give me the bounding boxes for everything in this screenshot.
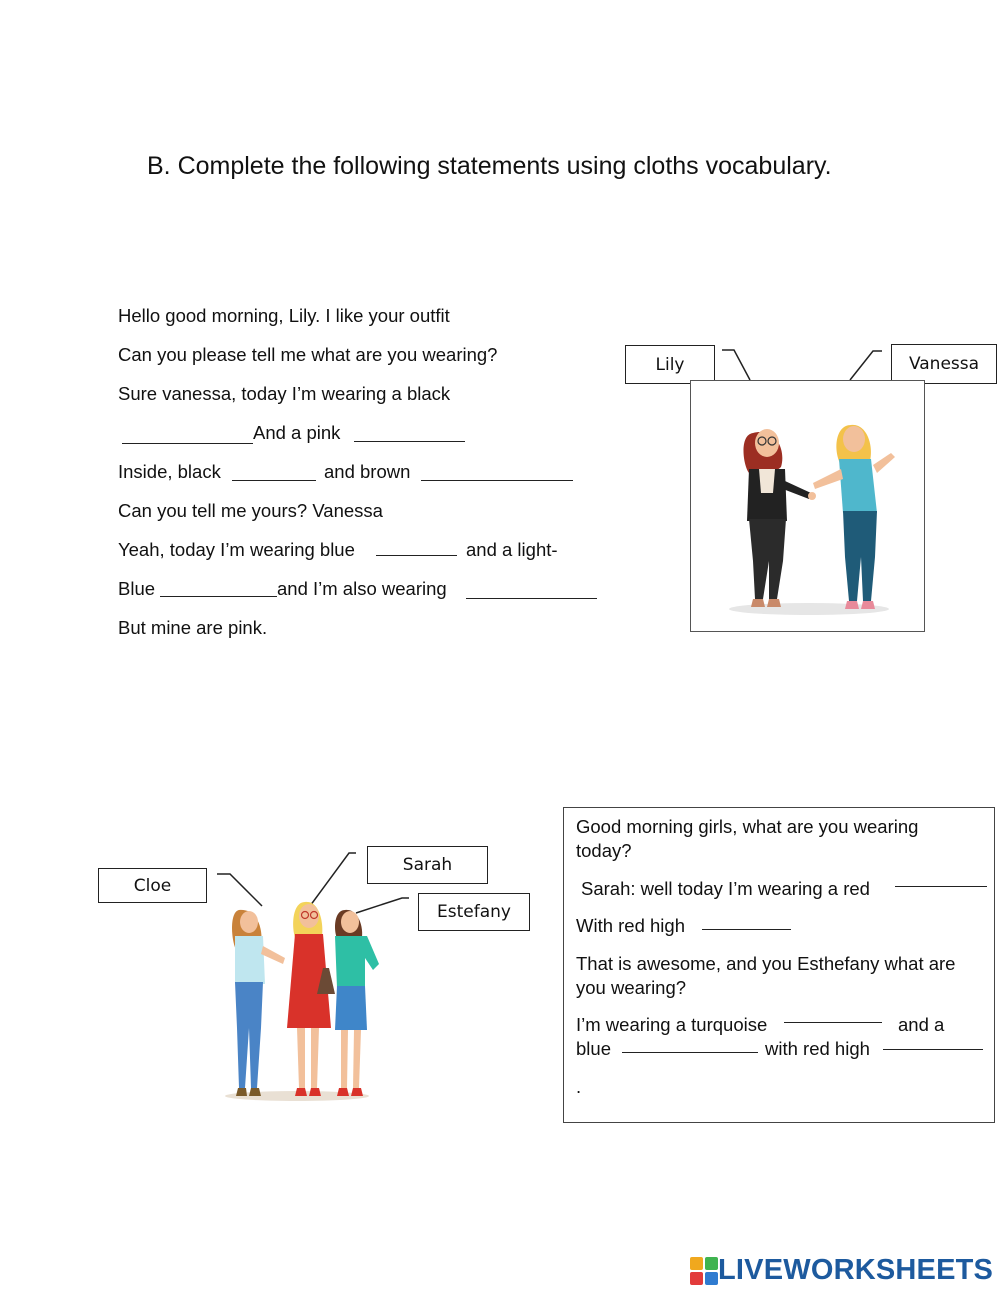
dialogue1-line-1: Hello good morning, Lily. I like your outfit xyxy=(118,305,450,326)
dialogue2-line-7: . xyxy=(576,1076,582,1097)
dialogue2-line-5b: and a xyxy=(898,1014,945,1035)
dialogue1-line-8a: Blue xyxy=(118,578,156,599)
label-lily: Lily xyxy=(625,345,715,384)
dialogue1-line-9: But mine are pink. xyxy=(118,617,268,638)
dialogue2-line-6b: with red high xyxy=(765,1038,870,1059)
section-heading: B. Complete the following statements using cloths vocabulary. xyxy=(147,152,832,180)
blank-red-high-2[interactable] xyxy=(883,1049,983,1050)
dialogue1-line-8b: and I’m also wearing xyxy=(277,578,447,599)
dialogue2-line-1a: Good morning girls, what are you wearing xyxy=(576,816,919,837)
dialogue1-line-7a: Yeah, today I’m wearing blue xyxy=(118,539,355,560)
label-sarah: Sarah xyxy=(367,846,488,884)
dialogue2-line-6a: blue xyxy=(576,1038,611,1059)
dialogue1-line-2: Can you please tell me what are you wearing? xyxy=(118,344,498,365)
dialogue2-line-3: With red high xyxy=(576,915,685,936)
blank-blue-item-2[interactable] xyxy=(622,1052,758,1053)
label-estefany: Estefany xyxy=(418,893,530,931)
dialogue1-line-5b: and brown xyxy=(324,461,411,482)
dialogue1-line-6: Can you tell me yours? Vanessa xyxy=(118,500,383,521)
dialogue2-line-2: Sarah: well today I’m wearing a red xyxy=(581,878,870,899)
dialogue1-line-4: And a pink xyxy=(253,422,341,443)
liveworksheets-badge-icon xyxy=(690,1257,718,1285)
dialogue1-line-5a: Inside, black xyxy=(118,461,221,482)
dialogue2-line-4b: you wearing? xyxy=(576,977,687,998)
dialogue1-line-3: Sure vanessa, today I’m wearing a black xyxy=(118,383,451,404)
blank-turquoise-item[interactable] xyxy=(784,1022,882,1023)
liveworksheets-wordmark: LIVEWORKSHEETS xyxy=(718,1254,994,1286)
dialogue2-line-1b: today? xyxy=(576,840,632,861)
dialogue2-line-5a: I’m wearing a turquoise xyxy=(576,1014,768,1035)
illustration-three-girls xyxy=(205,898,395,1103)
dialogue1-line-7b: and a light- xyxy=(466,539,558,560)
blank-red-item[interactable] xyxy=(895,886,987,887)
blank-red-high-1[interactable] xyxy=(702,929,791,930)
label-cloe: Cloe xyxy=(98,868,207,903)
label-vanessa: Vanessa xyxy=(891,344,997,384)
liveworksheets-logo xyxy=(690,1254,993,1287)
illustration-lily-vanessa xyxy=(690,380,925,632)
dialogue2-line-4a: That is awesome, and you Esthefany what are xyxy=(576,953,956,974)
dialogue2-box xyxy=(563,807,995,1123)
